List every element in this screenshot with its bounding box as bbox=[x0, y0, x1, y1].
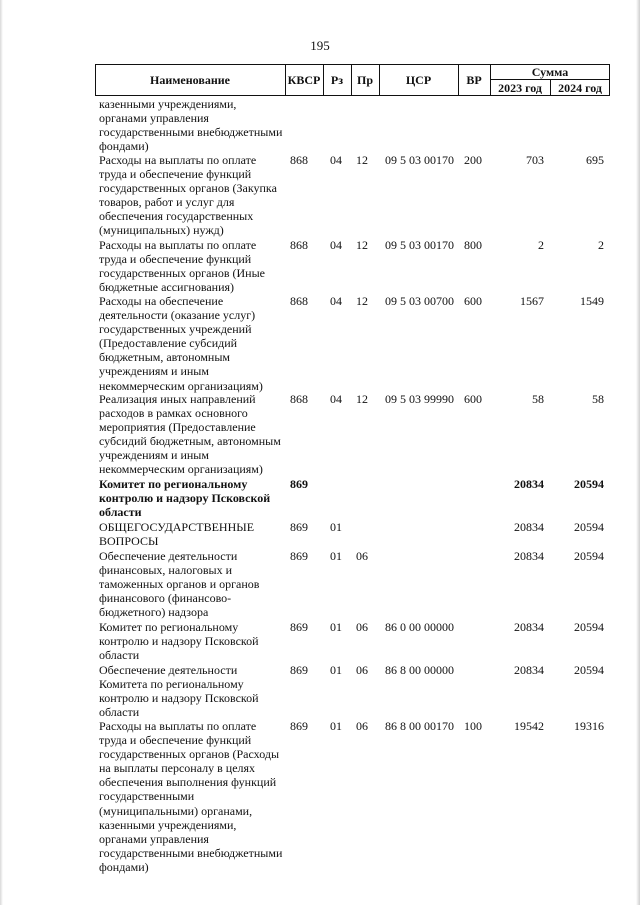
row-sum-2024: 1549 bbox=[580, 294, 604, 308]
row-name: Расходы на выплаты по оплате труда и обеспечение функций государственных органов (Закупка товаров, работ и услуг для обеспечения государственных (муниципальных) нужд) bbox=[99, 153, 277, 238]
row-name: Расходы на выплаты по оплате труда и обеспечение функций государственных органов (Иные бюджетные ассигнования) bbox=[99, 238, 265, 295]
row-name: Реализация иных направлений расходов в рамках основного мероприятия (Предоставление субсидий бюджетным, автономным учреждениям и иным некоммерческим организациям) bbox=[99, 392, 281, 477]
row-sum-2023: 20834 bbox=[514, 549, 544, 563]
table-row bbox=[95, 663, 610, 719]
row-kvsr: 869 bbox=[290, 620, 308, 634]
scan-edge-left bbox=[0, 0, 3, 905]
header-vr: ВР bbox=[466, 72, 482, 87]
row-kvsr: 868 bbox=[290, 238, 308, 252]
row-sum-2023: 1567 bbox=[520, 294, 544, 308]
table-row bbox=[95, 620, 610, 663]
row-pr: 06 bbox=[356, 549, 368, 563]
row-vr: 600 bbox=[464, 392, 482, 406]
table-row bbox=[95, 719, 610, 874]
row-sum-2024: 20594 bbox=[574, 663, 604, 677]
row-name: Расходы на выплаты по оплате труда и обеспечение функций государственных органов (Расходы на выплаты персоналу в целях обеспечения выполнения функций государственными (муниципальными) органами, казенными учреждениями, органами управления государственными внебюджетными фондами) bbox=[99, 719, 283, 874]
header-pr: Пр bbox=[356, 72, 373, 87]
row-pr: 12 bbox=[356, 153, 368, 167]
row-name: Обеспечение деятельности финансовых, налоговых и таможенных органов и органов финансового (финансово-бюджетного) надзора bbox=[99, 549, 260, 620]
row-csr: 09 5 03 00170 bbox=[385, 238, 454, 252]
row-rz: 01 bbox=[330, 520, 342, 534]
row-csr: 86 0 00 00000 bbox=[385, 620, 454, 634]
row-rz: 04 bbox=[330, 392, 342, 406]
row-sum-2024: 19316 bbox=[574, 719, 604, 733]
row-pr: 06 bbox=[356, 620, 368, 634]
row-rz: 01 bbox=[330, 549, 342, 563]
row-pr: 06 bbox=[356, 719, 368, 733]
row-sum-2023: 20834 bbox=[514, 620, 544, 634]
row-rz: 01 bbox=[330, 620, 342, 634]
row-name: Комитет по региональному контролю и надзору Псковской области bbox=[99, 620, 259, 663]
row-kvsr: 869 bbox=[290, 549, 308, 563]
row-sum-2023: 19542 bbox=[514, 719, 544, 733]
row-rz: 01 bbox=[330, 663, 342, 677]
row-sum-2023: 20834 bbox=[514, 663, 544, 677]
row-sum-2024: 20594 bbox=[574, 549, 604, 563]
budget-table-body bbox=[95, 97, 610, 874]
scan-edge-right bbox=[636, 0, 640, 905]
table-row bbox=[95, 153, 610, 238]
row-kvsr: 869 bbox=[290, 663, 308, 677]
table-row bbox=[95, 238, 610, 294]
row-sum-2024: 20594 bbox=[574, 620, 604, 634]
table-row bbox=[95, 97, 610, 153]
row-csr: 09 5 03 00700 bbox=[385, 294, 454, 308]
row-csr: 86 8 00 00170 bbox=[385, 719, 454, 733]
row-csr: 09 5 03 00170 bbox=[385, 153, 454, 167]
row-name: Обеспечение деятельности Комитета по региональному контролю и надзору Псковской области bbox=[99, 663, 259, 720]
page-number: 195 bbox=[310, 38, 330, 53]
row-kvsr: 868 bbox=[290, 392, 308, 406]
row-vr: 600 bbox=[464, 294, 482, 308]
row-sum-2024: 58 bbox=[592, 392, 604, 406]
row-pr: 12 bbox=[356, 294, 368, 308]
row-name: Комитет по региональному контролю и надзору Псковской области bbox=[99, 477, 271, 520]
row-sum-2023: 20834 bbox=[514, 520, 544, 534]
row-name: ОБЩЕГОСУДАРСТВЕННЫЕ ВОПРОСЫ bbox=[99, 520, 255, 549]
row-sum-2023: 703 bbox=[526, 153, 544, 167]
row-sum-2023: 20834 bbox=[514, 477, 544, 491]
row-rz: 04 bbox=[330, 294, 342, 308]
header-sum: Сумма bbox=[531, 64, 569, 79]
row-kvsr: 868 bbox=[290, 294, 308, 308]
row-csr: 86 8 00 00000 bbox=[385, 663, 454, 677]
table-row bbox=[95, 294, 610, 392]
header-2024: 2024 год bbox=[558, 80, 602, 95]
row-sum-2023: 2 bbox=[538, 238, 544, 252]
row-name: казенными учреждениями, органами управления государственными внебюджетными фондами) bbox=[99, 97, 283, 154]
table-row bbox=[95, 549, 610, 620]
row-pr: 12 bbox=[356, 238, 368, 252]
row-pr: 06 bbox=[356, 663, 368, 677]
row-rz: 04 bbox=[330, 238, 342, 252]
row-name: Расходы на обеспечение деятельности (оказание услуг) государственных учреждений (Предоставление субсидий бюджетным, автономным учреждениям и иным некоммерческим организациям) bbox=[99, 294, 263, 393]
header-kvsr: КВСР bbox=[287, 72, 321, 87]
header-2023: 2023 год bbox=[498, 80, 542, 95]
header-csr: ЦСР bbox=[405, 72, 432, 87]
row-csr: 09 5 03 99990 bbox=[385, 392, 454, 406]
row-vr: 100 bbox=[464, 719, 482, 733]
header-name: Наименование bbox=[150, 72, 230, 87]
table-header bbox=[95, 64, 610, 96]
row-sum-2024: 20594 bbox=[574, 477, 604, 491]
row-vr: 800 bbox=[464, 238, 482, 252]
row-sum-2023: 58 bbox=[532, 392, 544, 406]
table-row bbox=[95, 520, 610, 549]
row-kvsr: 869 bbox=[290, 719, 308, 733]
row-rz: 01 bbox=[330, 719, 342, 733]
table-row bbox=[95, 392, 610, 477]
row-pr: 12 bbox=[356, 392, 368, 406]
row-vr: 200 bbox=[464, 153, 482, 167]
header-rz: Рз bbox=[330, 72, 344, 87]
row-sum-2024: 20594 bbox=[574, 520, 604, 534]
table-row bbox=[95, 477, 610, 520]
row-sum-2024: 2 bbox=[598, 238, 604, 252]
row-rz: 04 bbox=[330, 153, 342, 167]
row-kvsr: 869 bbox=[290, 520, 308, 534]
row-kvsr: 868 bbox=[290, 153, 308, 167]
row-sum-2024: 695 bbox=[586, 153, 604, 167]
row-kvsr: 869 bbox=[290, 477, 308, 491]
